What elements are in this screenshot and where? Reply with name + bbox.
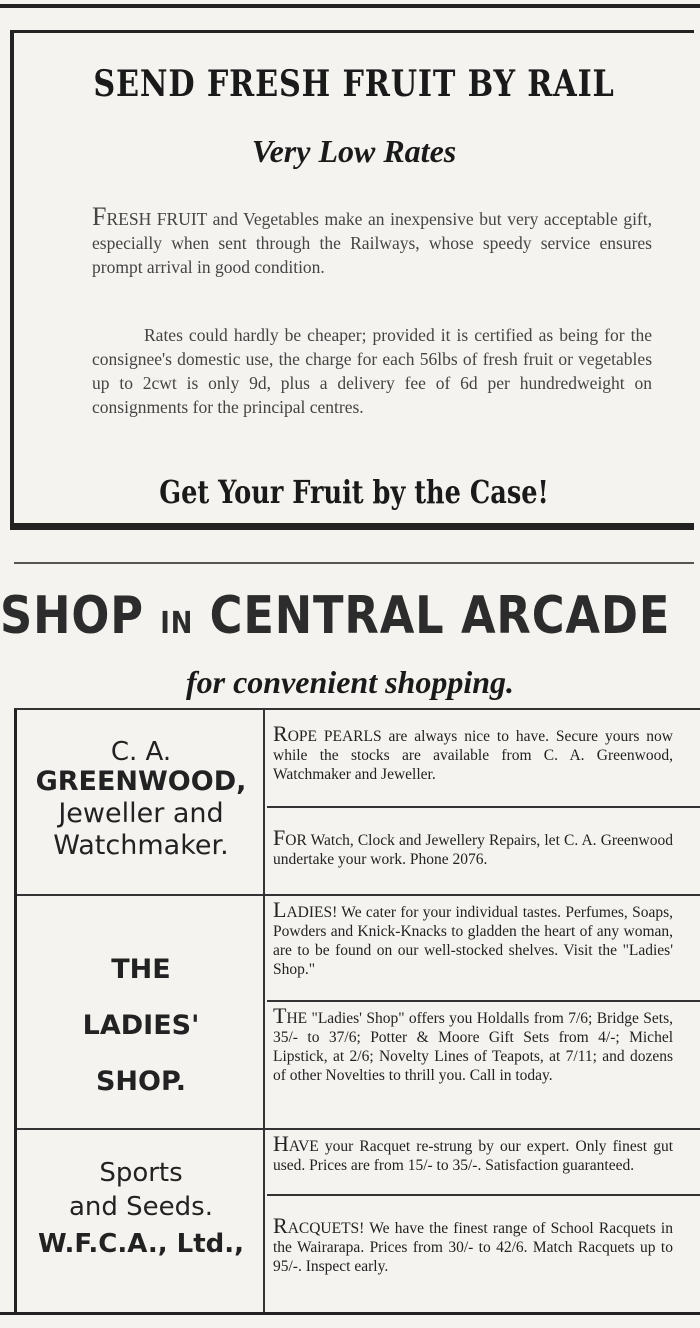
ad-paragraph-2: Rates could hardly be cheaper; provided it is certified as being for the consignee's domestic use, the charge for each 56lbs of fresh fruit or vegetables up to 2cwt is only 9d, plus a delivery fee of 6d per hundredweight on consignments for the principal centres. <box>92 325 652 417</box>
ladies-shop-shop: SHOP. <box>95 1066 187 1097</box>
seeds-line: and Seeds. <box>69 1192 213 1222</box>
heading-central-arcade: CENTRAL ARCADE <box>209 586 671 646</box>
sports-ad-restring: HAVE your Racquet re-strung by our expert. Only finest gut used. Prices are from 15/- to 35/-. Satisfaction guaranteed. <box>273 1131 673 1174</box>
central-arcade-heading <box>0 586 671 646</box>
ladies-ad-offers: THE "Ladies' Shop" offers you Holdalls from 7/6; Bridge Sets, 35/- to 37/6; Potter & Moore Gift Sets from 4/-; Michel Lipstick, at 2/6; Novelty Lines of Teapots, at 7/11; and dozens of other Novelties to thrill you. Call in today. <box>273 1003 673 1084</box>
bottom-border-rule <box>0 1312 700 1315</box>
ad-paragraph-1: FRESH FRUIT and Vegetables make an inexpensive but very acceptable gift, especially when sent through the Railways, whose speedy service ensures prompt arrival in good condition. <box>92 202 652 277</box>
heading-shop-word: SHOP <box>0 586 144 646</box>
wfca-name: W.F.C.A., Ltd., <box>38 1229 244 1259</box>
sports-shop-name <box>17 1156 265 1264</box>
sports-line: Sports <box>99 1158 183 1188</box>
greenwood-trade-1: Jeweller and <box>58 798 224 829</box>
greenwood-name: GREENWOOD, <box>35 766 247 797</box>
cell-divider-2 <box>267 1000 700 1002</box>
greenwood-ad-repairs: FOR Watch, Clock and Jewellery Repairs, let C. A. Greenwood undertake your work. Phone 2076. <box>273 825 673 868</box>
central-arcade-subheading: for convenient shopping. <box>185 664 515 700</box>
greenwood-trade-2: Watchmaker. <box>53 830 229 861</box>
cell-divider-1 <box>267 806 700 808</box>
row-divider-2 <box>17 1128 700 1130</box>
row-divider-1 <box>17 894 700 896</box>
ad-subheadline: Very Low Rates <box>251 133 457 169</box>
top-border-rule <box>0 4 700 8</box>
cell-divider-3 <box>267 1194 700 1196</box>
section-divider <box>14 562 694 564</box>
ad-footer-slogan: Get Your Fruit by the Case! <box>159 473 549 511</box>
ladies-ad-cater: LADIES! We cater for your individual tastes. Perfumes, Soaps, Powders and Knick-Knacks to gladden the heart of any woman, are to be found on our well-stocked shelves. Visit the "Ladies' Shop." <box>273 897 673 978</box>
ad-headline: SEND FRESH FRUIT BY RAIL <box>93 63 615 105</box>
heading-in-word: IN <box>160 606 194 641</box>
ladies-shop-ladies: LADIES' <box>82 1010 200 1041</box>
shop-directory-grid <box>14 708 700 1312</box>
greenwood-shop-name <box>17 738 265 862</box>
greenwood-ad-pearls: ROPE PEARLS are always nice to have. Secure yours now while the stocks are available from C. A. Greenwood, Watchmaker and Jeweller. <box>273 721 673 783</box>
greenwood-initials: C. A. <box>110 737 172 767</box>
sports-ad-racquets: RACQUETS! We have the finest range of School Racquets in the Wairarapa. Prices from 30/- to 42/6. Match Racquets up to 95/-. Inspect early. <box>273 1213 673 1275</box>
ladies-shop-the: THE <box>111 954 171 985</box>
ladies-shop-name <box>17 942 265 1110</box>
railway-fruit-advertisement <box>10 30 694 530</box>
